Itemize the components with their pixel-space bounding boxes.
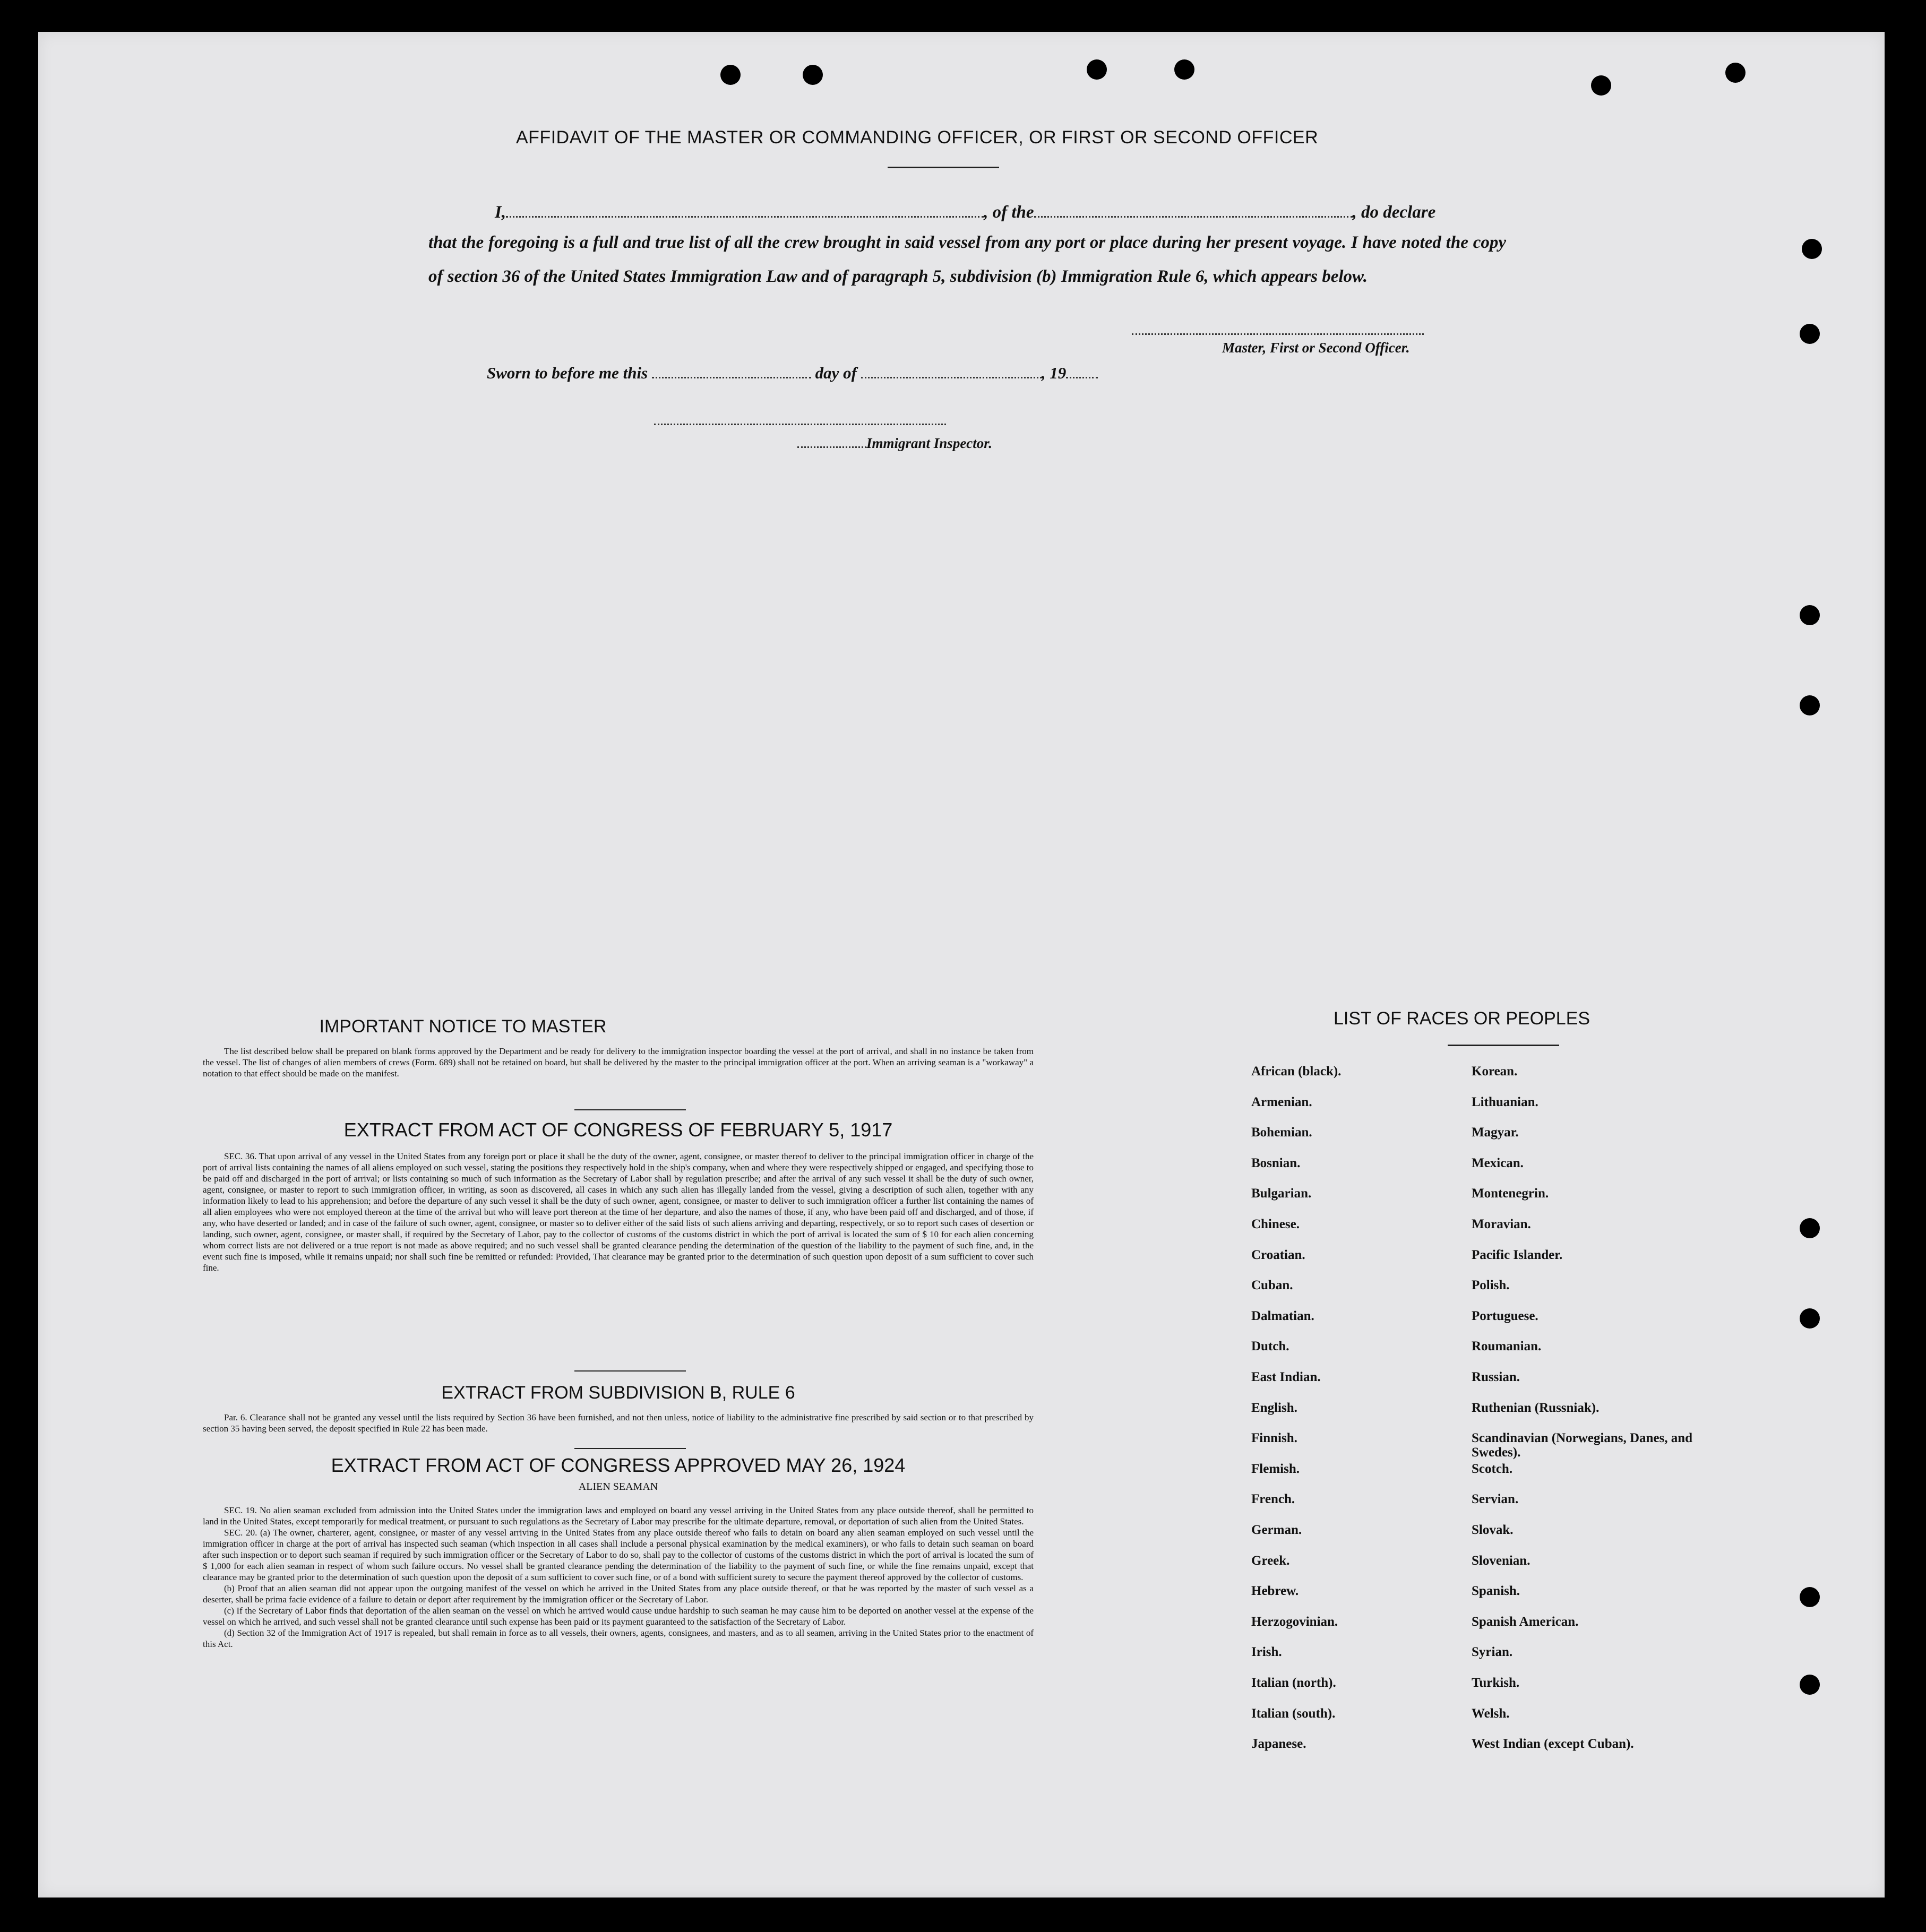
race-item: Italian (north). — [1251, 1676, 1336, 1690]
race-item: African (black). — [1251, 1064, 1342, 1079]
inspector-signature-line[interactable] — [654, 424, 946, 425]
race-item: Armenian. — [1251, 1095, 1312, 1109]
race-item: Scandinavian (Norwegians, Danes, and Swedes). — [1472, 1431, 1693, 1460]
race-item: Dalmatian. — [1251, 1309, 1314, 1323]
sworn-label: Sworn to before me this — [487, 364, 648, 382]
race-item: Roumanian. — [1472, 1339, 1542, 1353]
name-field[interactable] — [506, 216, 984, 218]
punch-hole — [1800, 1308, 1820, 1329]
punch-hole — [1800, 605, 1820, 625]
punch-hole — [1800, 695, 1820, 715]
race-item: Lithuanian. — [1472, 1095, 1538, 1109]
punch-hole — [1800, 324, 1820, 344]
notice-title: IMPORTANT NOTICE TO MASTER — [319, 1016, 607, 1037]
race-item: Syrian. — [1472, 1645, 1513, 1659]
races-title: LIST OF RACES OR PEOPLES — [1334, 1008, 1590, 1029]
month-field[interactable] — [861, 377, 1042, 378]
race-item: Flemish. — [1251, 1462, 1300, 1476]
year-prefix: , 19 — [1041, 364, 1067, 382]
extract-1917-text — [203, 1151, 1034, 1273]
of-the-label: , of the — [984, 203, 1034, 222]
affidavit-body: that the foregoing is a full and true list of all the crew brought in said vessel from any port or place during her present voyage. I have noted the copy of section 36 of the United States Immigration Law and of paragraph 5, subdivision (b) Immigration Rule 6, which appears below. — [428, 233, 1506, 286]
punch-hole — [1800, 1218, 1820, 1238]
race-item: Herzogovinian. — [1251, 1615, 1338, 1629]
punch-hole — [1591, 75, 1611, 96]
race-item: Dutch. — [1251, 1339, 1289, 1353]
extract-rule6-text — [203, 1412, 1034, 1434]
sworn-line — [487, 364, 1098, 383]
affidavit-first-line — [495, 203, 1503, 222]
race-item: Mexican. — [1472, 1156, 1524, 1170]
race-item: Irish. — [1251, 1645, 1282, 1659]
sec19-paragraph: SEC. 19. No alien seaman excluded from admission into the United States under the immigration laws and employed on board any vessel arriving in the United States from any place outside thereof, shall be permitted to land in the United States, except temporarily for medical treatment, or pursuant to such regulations as the Secretary of Labor may prescribe for the ultimate departure, removal, or deportation of such alien from the United States. — [203, 1505, 1034, 1526]
race-item: French. — [1251, 1492, 1295, 1506]
vessel-field[interactable] — [1034, 216, 1353, 218]
sec20a-paragraph: SEC. 20. (a) The owner, charterer, agent, consignee, or master of any vessel arriving in the United States from any place outside thereof who fails to detain on board any alien seaman employed on such vessel until the immigration officer in charge at the port of arrival has inspected such seaman (which inspection in all cases shall include a personal physical examination by the medical examiners), or who fails to detain such seaman on board after such inspection or to deport such seaman if required by such immigration officer or the Secretary of Labor to do so, shall pay to the collector of customs of the customs district in which the port of arrival is located the sum of $ 1,000 for each alien seaman in respect of whom such failure occurs. No vessel shall be granted clearance pending the determination of the liability to the payment of such fine, or while the fine remains unpaid, except that clearance may be granted prior to the determination of such question upon the deposit of a sum sufficient to cover such fine, or of a bond with sufficient surety to secure the payment thereof approved by the collector of customs. — [203, 1528, 1034, 1582]
inspector-field[interactable] — [797, 446, 866, 448]
extract-1924-subtitle: ALIEN SEAMAN — [578, 1481, 658, 1493]
race-item: Spanish American. — [1472, 1615, 1579, 1629]
race-item: Portuguese. — [1472, 1309, 1538, 1323]
race-item: East Indian. — [1251, 1370, 1321, 1384]
race-item: Chinese. — [1251, 1217, 1300, 1231]
race-item: Montenegrin. — [1472, 1186, 1549, 1201]
extract-1917-title: EXTRACT FROM ACT OF CONGRESS OF FEBRUARY 5, 1917 — [343, 1119, 893, 1141]
affidavit-i-label: I, — [495, 203, 506, 222]
sec20b-paragraph: (b) Proof that an alien seaman did not appear upon the outgoing manifest of the vessel on which he arrived in the United States from any place outside thereof, or that he was reported by the master of such vessel as a deserter, shall be prima facie evidence of a failure to detain or deport after requirement by the immigration officer or the Secretary of Labor. — [203, 1583, 1034, 1605]
extract-rule6-title: EXTRACT FROM SUBDIVISION B, RULE 6 — [441, 1383, 795, 1403]
race-item: Bohemian. — [1251, 1125, 1312, 1140]
inspector-caption: Immigrant Inspector. — [866, 435, 993, 451]
race-item: German. — [1251, 1523, 1302, 1537]
punch-hole — [1802, 239, 1822, 259]
form-page — [38, 32, 1885, 1898]
title-divider — [888, 167, 999, 168]
race-item: Bulgarian. — [1251, 1186, 1312, 1201]
day-field[interactable] — [652, 377, 811, 378]
race-item: Croatian. — [1251, 1248, 1305, 1262]
sec20d-paragraph: (d) Section 32 of the Immigration Act of 1917 is repealed, but shall remain in force as to all vessels, their owners, agents, consignees, and masters, and as to all seamen, arriving in the United States prior to the enactment of this Act. — [203, 1628, 1034, 1649]
race-item: Scotch. — [1472, 1462, 1513, 1476]
race-item: Italian (south). — [1251, 1706, 1336, 1721]
notice-text — [203, 1046, 1034, 1079]
punch-hole — [1725, 63, 1746, 83]
extract-1924-title: EXTRACT FROM ACT OF CONGRESS APPROVED MAY 26, 1924 — [331, 1454, 906, 1476]
notice-paragraph: The list described below shall be prepared on blank forms approved by the Department and be ready for delivery to the immigration inspector boarding the vessel at the port of arrival, and shall in no instance be taken from the vessel. The list of changes of alien members of crews (Form. 689) shall not be retained on board, but shall be delivered by the master to the principal immigration officer at the port. When an arriving seaman is a "workaway" a notation to that effect should be made on the manifest. — [203, 1046, 1034, 1079]
race-item: Finnish. — [1251, 1431, 1297, 1445]
section-divider — [574, 1109, 686, 1110]
race-item: Servian. — [1472, 1492, 1519, 1506]
race-item: Japanese. — [1251, 1737, 1306, 1751]
section-divider — [574, 1370, 686, 1372]
race-item: Bosnian. — [1251, 1156, 1301, 1170]
year-field[interactable] — [1066, 377, 1098, 378]
race-item: Greek. — [1251, 1554, 1290, 1568]
race-item: Polish. — [1472, 1278, 1510, 1292]
races-divider — [1448, 1045, 1559, 1046]
race-item: Slovenian. — [1472, 1554, 1531, 1568]
rule6-paragraph: Par. 6. Clearance shall not be granted any vessel until the lists required by Section 36 have been furnished, and not then unless, notice of liability to the administrative fine prescribed by said section or to that prescribed by section 35 having been served, the deposit specified in Rule 22 has been made. — [203, 1412, 1034, 1434]
race-item: Ruthenian (Russniak). — [1472, 1401, 1600, 1415]
extract-1924-text — [203, 1505, 1034, 1650]
race-item: Moravian. — [1472, 1217, 1531, 1231]
master-signature-line[interactable] — [1132, 333, 1424, 335]
race-item: Russian. — [1472, 1370, 1520, 1384]
do-declare-label: , do declare — [1352, 203, 1436, 222]
race-item: West Indian (except Cuban). — [1472, 1737, 1634, 1751]
race-item: Magyar. — [1472, 1125, 1519, 1140]
race-item: Pacific Islander. — [1472, 1248, 1563, 1262]
race-item: Spanish. — [1472, 1584, 1520, 1598]
affidavit-title: AFFIDAVIT OF THE MASTER OR COMMANDING OFFICER, OR FIRST OR SECOND OFFICER — [516, 127, 1319, 148]
master-caption: Master, First or Second Officer. — [1222, 340, 1410, 356]
section-divider — [574, 1448, 686, 1449]
race-item: Cuban. — [1251, 1278, 1293, 1292]
race-item: Hebrew. — [1251, 1584, 1299, 1598]
punch-hole — [1087, 59, 1107, 80]
race-item: Korean. — [1472, 1064, 1518, 1079]
day-of-label: day of — [815, 364, 857, 382]
race-item: Turkish. — [1472, 1676, 1520, 1690]
race-item: Welsh. — [1472, 1706, 1510, 1721]
punch-hole — [1800, 1587, 1820, 1607]
punch-hole — [1800, 1675, 1820, 1695]
punch-hole — [803, 65, 823, 85]
sec20c-paragraph: (c) If the Secretary of Labor finds that deportation of the alien seaman on the vessel on which he arrived would cause undue hardship to such seaman he may cause him to be deported on another vessel at the expense of the vessel on which he arrived, and such vessel shall not be granted clearance until such expense has been paid or its payment guaranteed to the satisfaction of the Secretary of Labor. — [203, 1606, 1034, 1627]
punch-hole — [1174, 59, 1194, 80]
punch-hole — [720, 65, 741, 85]
inspector-caption-line — [797, 435, 992, 452]
race-item: English. — [1251, 1401, 1297, 1415]
race-item: Slovak. — [1472, 1523, 1514, 1537]
sec36-paragraph: SEC. 36. That upon arrival of any vessel in the United States from any foreign port or place it shall be the duty of the owner, agent, consignee, or master thereof to deliver to the principal immigration officer in charge of the port of arrival lists containing the names of all aliens employed on such vessel, stating the positions they respectively hold in the ship's company, when and where they were respectively shipped or engaged, and specifying those to be paid off and discharged in the port of arrival; or lists containing so much of such information as the Secretary of Labor shall by regulation prescribe; and after the arrival of any such vessel it shall be the duty of such owner, agent, consignee, or master to report to such immigration officer, in writing, as soon as discovered, all cases in which any such alien has illegally landed from the vessel, giving a description of such alien, together with any information likely to lead to his apprehension; and before the departure of any such vessel it shall be the duty of such owner, agent, consignee, or master to deliver to such immigration officer a further list containing the names of all alien employees who were not employed thereon at the time of the arrival but who will leave port thereon at the time of her departure, and also the names of those, if any, who have been paid off and discharged, and of those, if any, who have deserted or landed; and in case of the failure of such owner, agent, consignee, or master so to deliver either of the said lists of such aliens arriving and departing, respectively, or so to report such cases of desertion or landing, such owner, agent, consignee, or master shall, if required by the Secretary of Labor, pay to the collector of customs of the customs district in which the port of arrival is located the sum of $ 10 for each alien concerning whom correct lists are not delivered or a true report is not made as above required; and no such vessel shall be granted clearance pending the determination of the question of the liability to the payment of such fine, and, in the event such fine is imposed, while it remains unpaid; nor shall such fine be remitted or refunded: Provided, That clearance may be granted prior to the determination of such question upon deposit of a sum sufficient to cover such fine. — [203, 1151, 1034, 1273]
